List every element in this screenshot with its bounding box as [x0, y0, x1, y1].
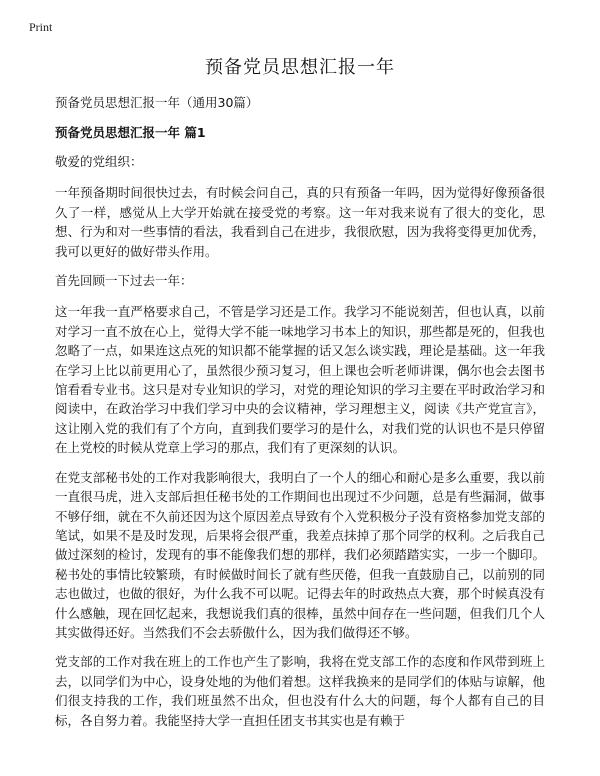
print-link[interactable]: Print [29, 20, 53, 34]
paragraph: 首先回顾一下过去一年： [55, 273, 193, 289]
paragraph: 在党支部秘书处的工作对我影响很大，我明白了一个人的细心和耐心是多么重要，我以前一直很马虎，进入支部后担任秘书处的工作期间也出现过不少问题，总是有些漏洞，做事不够仔细，就在不久前还因为这个原因差点导致有个入党积极分子没有资格参加党支部的笔试，如果不是及时发现，后果将会很严重，我差点抹掉了那个同学的权利。之后我自己做过深刻的检讨，发现有的事不能像我们想的那样，我们必须踏踏实实，一步一个脚印。秘书处的事情比较繁琐，有时候做时间长了就有些厌倦，但我一直鼓励自己，以前别的同志也做过，也做的很好，为什么我不可以呢。记得去年的时政热点大赛，那个时候真没有什么感触，现在回忆起来，我想说我们真的很棒，虽然中间存在一些问题，但我们几个人其实做得还好。当然我们不会去骄傲什么，因为我们做得还不够。 [55, 469, 545, 640]
paragraph: 一年预备期时间很快过去，有时候会问自己，真的只有预备一年吗，因为觉得好像预备很久了一样，感觉从上大学开始就在接受党的考察。这一年对我来说有了很大的变化，思想、行为和对一些事情的看法，我看到自己在进步，我很欣慰，因为我将变得更加优秀，我可以更好的做好带头作用。 [55, 185, 545, 259]
salutation: 敬爱的党组织： [55, 154, 143, 169]
paragraph: 这一年我一直严格要求自己，不管是学习还是工作。我学习不能说刻苦，但也认真，以前对学习一直不放在心上，觉得大学不能一味地学习书本上的知识，那些都是死的，但我也忽略了一点，如果连这点死的知识都不能掌握的话又怎么谈实践，理论是基础。这一年我在学习上比以前更用心了，虽然很少预习复习，但上课也会听老师讲课，偶尔也会去图书馆看看专业书。这只是对专业知识的学习，对党的理论知识的学习主要在平时政治学习和阅读中，在政治学习中我们学习中央的会议精神，学习理想主义，阅读《共产党宣言》，这让刚入党的我们有了个方向，直到我们要学习的是什么，对我们党的认识也不是只停留在上党校的时候从党章上学习的那点，我们有了更深刻的认识。 [55, 304, 545, 456]
section-heading: 预备党员思想汇报一年 篇1 [55, 125, 206, 140]
paragraph: 党支部的工作对我在班上的工作也产生了影响，我将在党支部工作的态度和作风带到班上去，以同学们为中心，设身处地的为他们着想。这样我换来的是同学们的体贴与谅解，他们很支持我的工作，我们班虽然不出众，但也没有什么大的问题，每个人都有自己的目标，各自努力着。我能坚持大学一直担任团支书其实也是有赖于 [55, 654, 545, 728]
document-body [55, 44, 545, 740]
document-subtitle: 预备党员思想汇报一年（通用30篇） [55, 95, 259, 110]
page-title: 预备党员思想汇报一年 [205, 57, 395, 78]
